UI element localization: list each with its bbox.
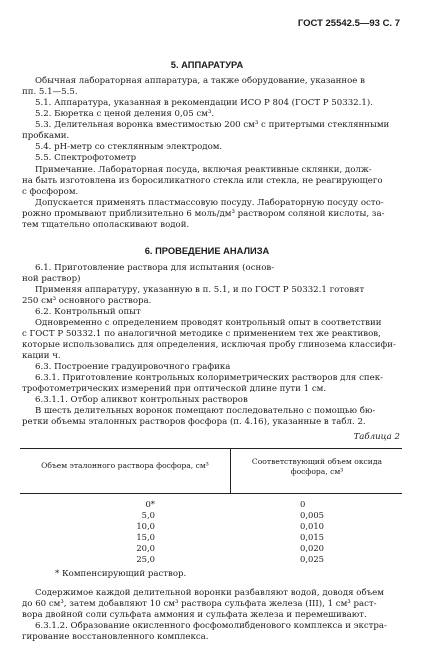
subsection-heading: 6.2. Контрольный опыт [35,307,141,317]
section-6-title: 6. ПРОВЕДЕНИЕ АНАЛИЗА [144,246,270,257]
table-cell: 0,025 [300,554,324,564]
paragraph-line: 5.1. Аппаратура, указанная в рекомендации ИСО Р 804 (ГОСТ Р 50332.1). [35,98,373,108]
paragraph-line: вора двойной соли сульфата аммония и сульфата железа и перемешивают. [22,610,367,620]
table-column-header-line: Соответствующий объем оксида [251,457,383,466]
paragraph-line: до 60 см³, затем добавляют 10 см³ раствора сульфата железа (III), 1 см³ раст- [22,599,377,609]
paragraph-line: 250 см³ основного раствора. [22,296,152,306]
paragraph-line: Содержимое каждой делительной воронки разбавляют водой, доводя объем [35,588,384,598]
paragraph-line: 5.4. рН-метр со стеклянным электродом. [35,142,223,152]
paragraph-line: трофотометрических измерений при оптической длине пути 1 см. [22,384,327,394]
table-column-header [232,457,402,477]
table-cell: 15,0 [136,532,155,542]
paragraph-line: пробками. [22,131,70,141]
subsection-heading: 6.3. Построение градуировочного графика [35,362,231,372]
table-cell: 5,0 [141,510,155,520]
paragraph-line: 5.3. Делительная воронка вместимостью 200 см³ с притертыми стеклянными [35,120,390,130]
paragraph-line: которые использовались для определения, исключая пробу глинозема классифи- [22,340,396,350]
note-line: с фосфором. [22,187,79,197]
subsection-heading: 6.1. Приготовление раствора для испытания (основ- [35,263,275,273]
paragraph-line: 5.2. Бюретка с ценой деления 0,05 см³. [35,109,215,119]
section-5-title: 5. АППАРАТУРА [170,60,244,71]
table-cell: 0* [145,499,155,509]
paragraph-line: 5.5. Спектрофотометр [35,153,137,163]
paragraph-line: В шесть делительных воронок помещают последовательно с помощью бю- [35,406,376,416]
paragraph-line: Одновременно с определением проводят контрольный опыт в соответствии [35,318,382,328]
paragraph-line: Обычная лабораторная аппаратура, а также оборудование, указанное в [35,76,365,86]
page-header: ГОСТ 25542.5—93 С. 7 [297,18,400,29]
table-column-header: Объем эталонного раствора фосфора, см³ [41,461,209,470]
paragraph-line: кации ч. [22,351,61,361]
paragraph-line: 6.3.1.1. Отбор аликвот контрольных растворов [35,395,248,405]
table-header [20,448,402,494]
table-divider [230,449,231,493]
table-caption: Таблица 2 [353,432,400,442]
table-cell: 0 [300,499,306,509]
table-cell: 0,015 [300,532,324,542]
note-line: рожно промывают приблизительно 6 моль/дм³ раствором соляной кислоты, за- [22,209,385,219]
paragraph-line: Применяя аппаратуру, указанную в п. 5.1, и по ГОСТ Р 50332.1 готовят [35,285,365,295]
table-cell: 10,0 [136,521,155,531]
footnote: * Компенсирующий раствор. [55,569,187,579]
note-line: тем тщательно ополаскивают водой. [22,220,190,230]
paragraph-line: пп. 5.1—5.5. [22,87,78,97]
table-cell: 0,005 [300,510,324,520]
note-line: Допускается применять пластмассовую посуду. Лабораторную посуду осто- [35,198,384,208]
paragraph-line: 6.3.1. Приготовление контрольных колориметрических растворов для спек- [35,373,383,383]
note-line: на быть изготовлена из боросиликатного стекла или стекла, не реагирующего [22,176,383,186]
paragraph-line: ретки объемы эталонных растворов фосфора (п. 4.16), указанные в табл. 2. [22,417,366,427]
table-cell: 20,0 [136,543,155,553]
table-cell: 0,010 [300,521,324,531]
table-cell: 0,020 [300,543,324,553]
paragraph-line: гирование восстановленного комплекса. [22,632,209,642]
note-line: Примечание. Лабораторная посуда, включая реактивные склянки, долж- [35,165,372,175]
paragraph-line: 6.3.1.2. Образование окисленного фосфомолибденового комплекса и экстра- [35,621,387,631]
subsection-heading: ной раствор) [22,274,81,284]
table-cell: 25,0 [136,554,155,564]
paragraph-line: с ГОСТ Р 50332.1 по аналогичной методике с применением тех же реактивов, [22,329,381,339]
table-column-header-line: фосфора, см³ [290,467,344,476]
